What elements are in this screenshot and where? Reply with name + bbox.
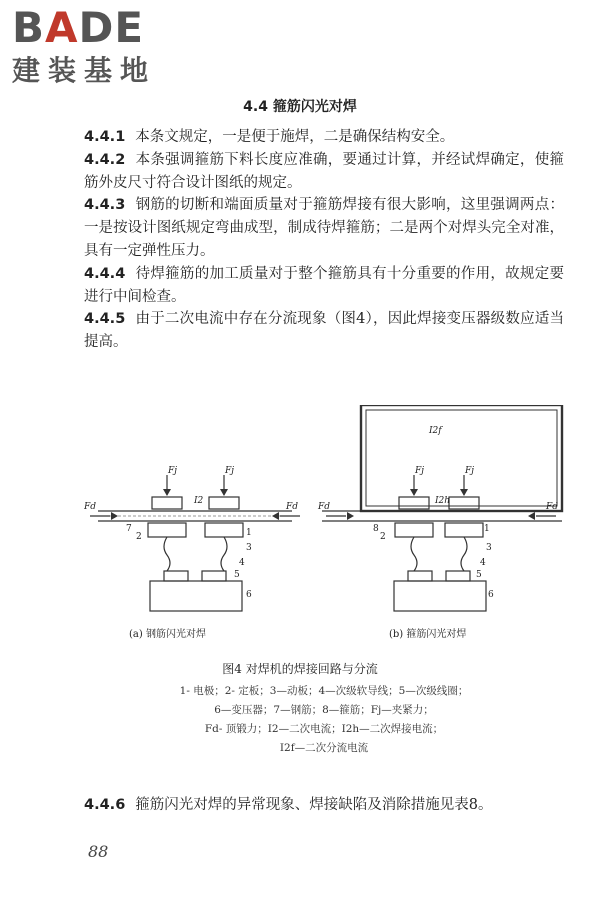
- legend-line: 1- 电极；2- 定板；3—动板；4—次级软导线；5—次级线圈；: [179, 685, 469, 697]
- coil-5-b: [408, 571, 432, 581]
- legend-line: 6—变压器；7—钢筋；8—箍筋；Fj—夹紧力；: [214, 704, 434, 716]
- electrode-left-b: [399, 497, 429, 509]
- label-I2f: I2f: [429, 426, 442, 436]
- lead-4-left-b: [411, 537, 417, 571]
- stirrup-8-loop: [361, 405, 562, 511]
- svg-text:1: 1: [484, 524, 490, 534]
- bade-logo: [12, 3, 182, 88]
- figure-legend: [84, 682, 564, 758]
- electrode-right-a: [209, 497, 239, 509]
- svg-text:1: 1: [246, 528, 252, 538]
- clause-number: 4.4.2: [84, 151, 126, 168]
- paragraph: [84, 793, 564, 817]
- label-Fj: Fj: [415, 466, 425, 476]
- lead-4-right-a: [221, 537, 227, 571]
- svg-text:3: 3: [486, 543, 492, 553]
- clause-number: 4.4.1: [84, 129, 126, 145]
- lead-4-left-a: [164, 537, 170, 571]
- label-Fd: Fd: [546, 502, 559, 512]
- lead-4-right-b: [461, 537, 467, 571]
- clause-number: 4.4.3: [84, 197, 126, 214]
- electrode-right-b: [449, 497, 479, 509]
- svg-text:4: 4: [480, 558, 486, 568]
- caption-b: (b) 箍筋闪光对焊: [389, 629, 467, 640]
- svg-text:3: 3: [246, 543, 252, 553]
- body-text: [84, 126, 564, 354]
- svg-text:6: 6: [246, 590, 252, 600]
- electrode-left-a: [152, 497, 182, 509]
- caption-a: (a) 钢筋闪光对焊: [129, 629, 206, 640]
- legend-line: I2f—二次分流电流: [279, 742, 369, 754]
- svg-text:5: 5: [234, 570, 240, 580]
- welding-circuit-figure: [84, 405, 564, 650]
- transformer-6-a: [150, 581, 242, 611]
- logo-subtitle: 建装基地: [12, 54, 157, 87]
- page-number: 88: [88, 842, 109, 861]
- label-Fd: Fd: [286, 502, 299, 512]
- svg-text:6: 6: [488, 590, 494, 600]
- clause-number: 4.4.5: [84, 311, 126, 328]
- legend-line: Fd- 顶锻力；I2—二次电流；I2h—二次焊接电流；: [204, 723, 444, 735]
- paragraph: [84, 263, 564, 309]
- paragraph: [84, 194, 564, 262]
- label-Fj: Fj: [465, 466, 475, 476]
- clause-text: 待焊箍筋的加工质量对于整个箍筋具有十分重要的作用，故规定要进行中间检查。: [84, 265, 564, 305]
- label-Fj: Fj: [168, 466, 178, 476]
- clamp-left-b: [395, 523, 433, 537]
- svg-text:2: 2: [136, 532, 142, 542]
- clause-text: 箍筋闪光对焊的异常现象、焊接缺陷及消除措施见表8。: [135, 796, 493, 813]
- clause-text: 本条文规定，一是便于施焊，二是确保结构安全。: [135, 129, 455, 145]
- svg-text:4: 4: [239, 558, 245, 568]
- paragraph: [84, 126, 564, 149]
- clamp-left-a: [148, 523, 186, 537]
- label-I2h: I2h: [435, 496, 451, 506]
- svg-text:7: 7: [126, 524, 132, 534]
- label-Fd: Fd: [318, 502, 331, 512]
- section-heading: 4.4 箍筋闪光对焊: [243, 99, 357, 115]
- clamp-right-a: [205, 523, 243, 537]
- clause-number: 4.4.4: [84, 265, 126, 282]
- clause-text: 由于二次电流中存在分流现象（图4），因此焊接变压器级数应适当提高。: [84, 311, 564, 351]
- svg-text:2: 2: [380, 532, 386, 542]
- figure-caption: 图4 对焊机的焊接回路与分流: [222, 662, 378, 676]
- clause-number: 4.4.6: [84, 796, 126, 813]
- paragraph: [84, 308, 564, 354]
- clamp-right-b: [445, 523, 483, 537]
- label-Fj: Fj: [225, 466, 235, 476]
- svg-text:8: 8: [373, 524, 379, 534]
- transformer-6-b: [394, 581, 486, 611]
- svg-text:5: 5: [476, 570, 482, 580]
- logo-wordmark: BADE: [12, 3, 145, 52]
- paragraph: [84, 149, 564, 195]
- coil-5-a: [164, 571, 188, 581]
- label-I2: I2: [194, 496, 204, 506]
- clause-text: 本条强调箍筋下料长度应准确，要通过计算，并经试焊确定，使箍筋外皮尺寸符合设计图纸的规定。: [84, 151, 564, 191]
- clause-text: 钢筋的切断和端面质量对于箍筋焊接有很大影响，这里强调两点：一是按设计图纸规定弯曲成型，制成待焊箍筋；二是两个对焊头完全对准，具有一定弹性压力。: [84, 197, 564, 259]
- label-Fd: Fd: [84, 502, 97, 512]
